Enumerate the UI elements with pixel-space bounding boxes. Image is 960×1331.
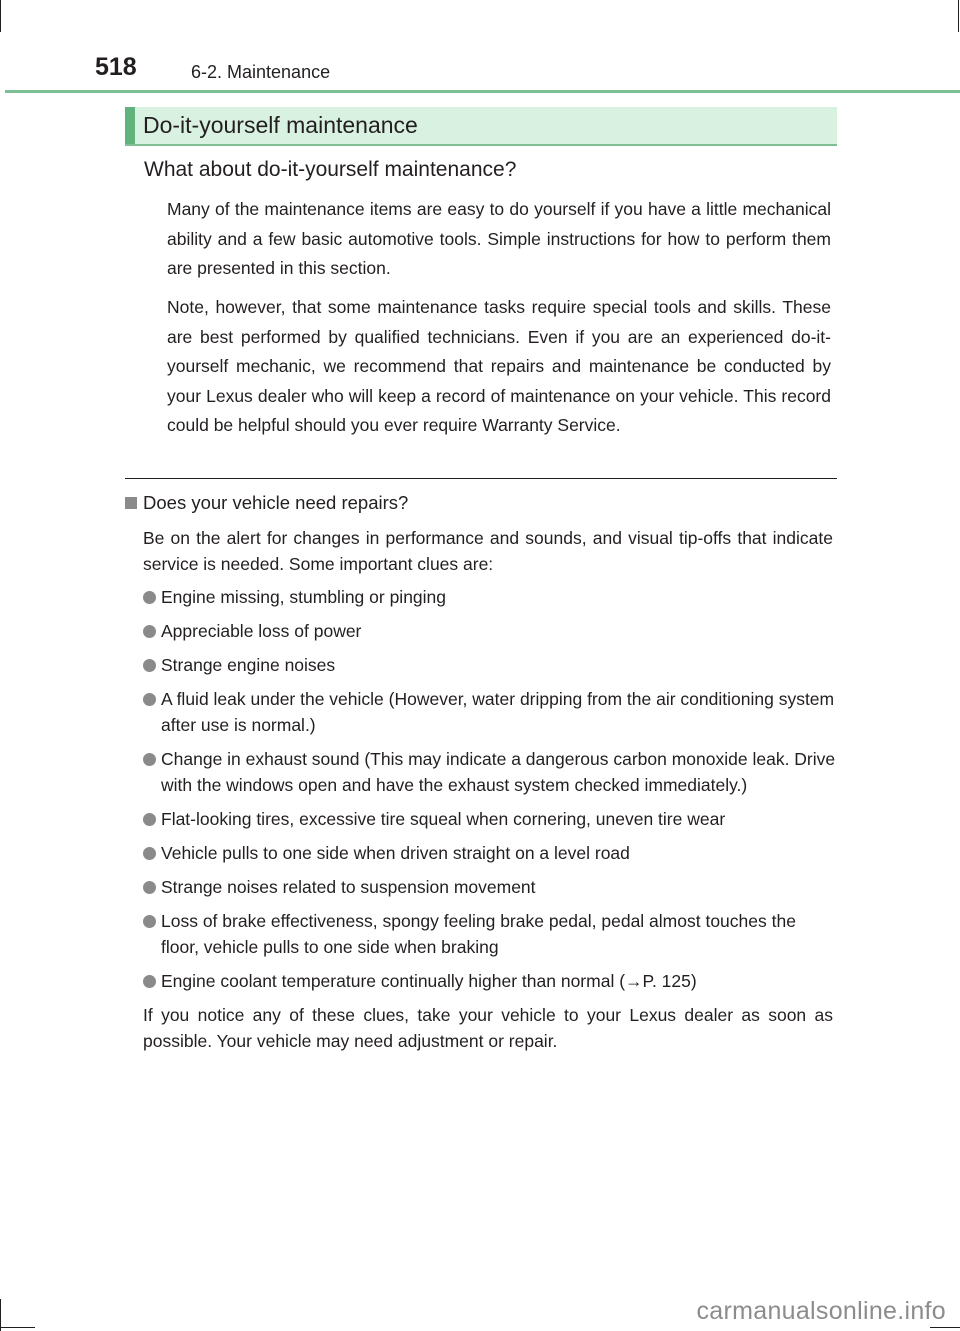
clue-list bbox=[143, 584, 837, 1002]
crop-mark bbox=[958, 0, 959, 32]
clue-text: Strange noises related to suspension movement bbox=[161, 877, 536, 897]
square-bullet-icon bbox=[125, 497, 137, 509]
list-item bbox=[143, 746, 837, 798]
bullet-icon bbox=[143, 881, 156, 894]
bullet-icon bbox=[143, 813, 156, 826]
bullet-icon bbox=[143, 753, 156, 766]
crop-mark bbox=[0, 0, 1, 32]
bullet-icon bbox=[143, 847, 156, 860]
bullet-icon bbox=[143, 915, 156, 928]
page-number: 518 bbox=[95, 53, 137, 81]
list-item bbox=[143, 584, 837, 610]
list-item bbox=[143, 618, 837, 644]
watermark: carmanualsonline.info bbox=[696, 1297, 946, 1325]
title-accent-bar bbox=[125, 107, 135, 144]
question-heading: What about do-it-yourself maintenance? bbox=[144, 158, 517, 181]
repairs-closing: If you notice any of these clues, take your vehicle to your Lexus dealer as soon as possible. Your vehicle may need adjustment or repair. bbox=[143, 1005, 833, 1051]
bullet-icon bbox=[143, 591, 156, 604]
bullet-icon bbox=[143, 625, 156, 638]
answer-paragraph: Many of the maintenance items are easy to do yourself if you have a little mechanical ability and a few basic automotive tools. Simple instructions for how to perform them are presented in this section. bbox=[167, 199, 831, 279]
section-divider bbox=[125, 478, 837, 479]
header-rule bbox=[5, 90, 960, 93]
clue-text: Change in exhaust sound (This may indicate a dangerous carbon monoxide leak. Drive with the windows open and have the exhaust system checked immediately.) bbox=[161, 749, 836, 795]
crop-mark bbox=[930, 1327, 960, 1328]
clue-text: Engine missing, stumbling or pinging bbox=[161, 587, 447, 607]
list-item bbox=[143, 874, 837, 900]
list-item bbox=[143, 840, 837, 866]
clue-text: A fluid leak under the vehicle (However, water dripping from the air conditioning system after use is normal.) bbox=[161, 689, 835, 735]
section-title-bar bbox=[125, 107, 837, 146]
crop-mark bbox=[0, 1327, 35, 1328]
clue-text: Strange engine noises bbox=[161, 655, 336, 675]
list-item bbox=[143, 652, 837, 678]
clue-text: Vehicle pulls to one side when driven straight on a level road bbox=[161, 843, 630, 863]
clue-text: Flat-looking tires, excessive tire squeal when cornering, uneven tire wear bbox=[161, 809, 726, 829]
list-item bbox=[143, 686, 837, 738]
clue-text: Loss of brake effectiveness, spongy feeling brake pedal, pedal almost touches the floor, vehicle pulls to one side when braking bbox=[161, 911, 796, 957]
bullet-icon bbox=[143, 975, 156, 988]
page-title: Do-it-yourself maintenance bbox=[143, 112, 418, 138]
bullet-icon bbox=[143, 693, 156, 706]
list-item bbox=[143, 968, 837, 994]
repairs-intro: Be on the alert for changes in performance and sounds, and visual tip-offs that indicate service is needed. Some important clues are: bbox=[143, 528, 833, 574]
clue-text: Engine coolant temperature continually higher than normal (→P. 125) bbox=[161, 971, 697, 991]
section-label: 6-2. Maintenance bbox=[191, 62, 331, 82]
list-item bbox=[143, 908, 837, 960]
bullet-icon bbox=[143, 659, 156, 672]
repairs-heading-text: Does your vehicle need repairs? bbox=[143, 492, 409, 513]
clue-text: Appreciable loss of power bbox=[161, 621, 362, 641]
list-item bbox=[143, 806, 837, 832]
answer-paragraph: Note, however, that some maintenance tasks require special tools and skills. These are best performed by qualified technicians. Even if you are an experienced do-it-yourself mechanic, we recommend that repairs and maintenance be conducted by your Lexus dealer who will keep a record of maintenance on your vehicle. This record could be helpful should you ever require Warranty Service. bbox=[167, 297, 831, 436]
repairs-heading bbox=[125, 490, 408, 516]
